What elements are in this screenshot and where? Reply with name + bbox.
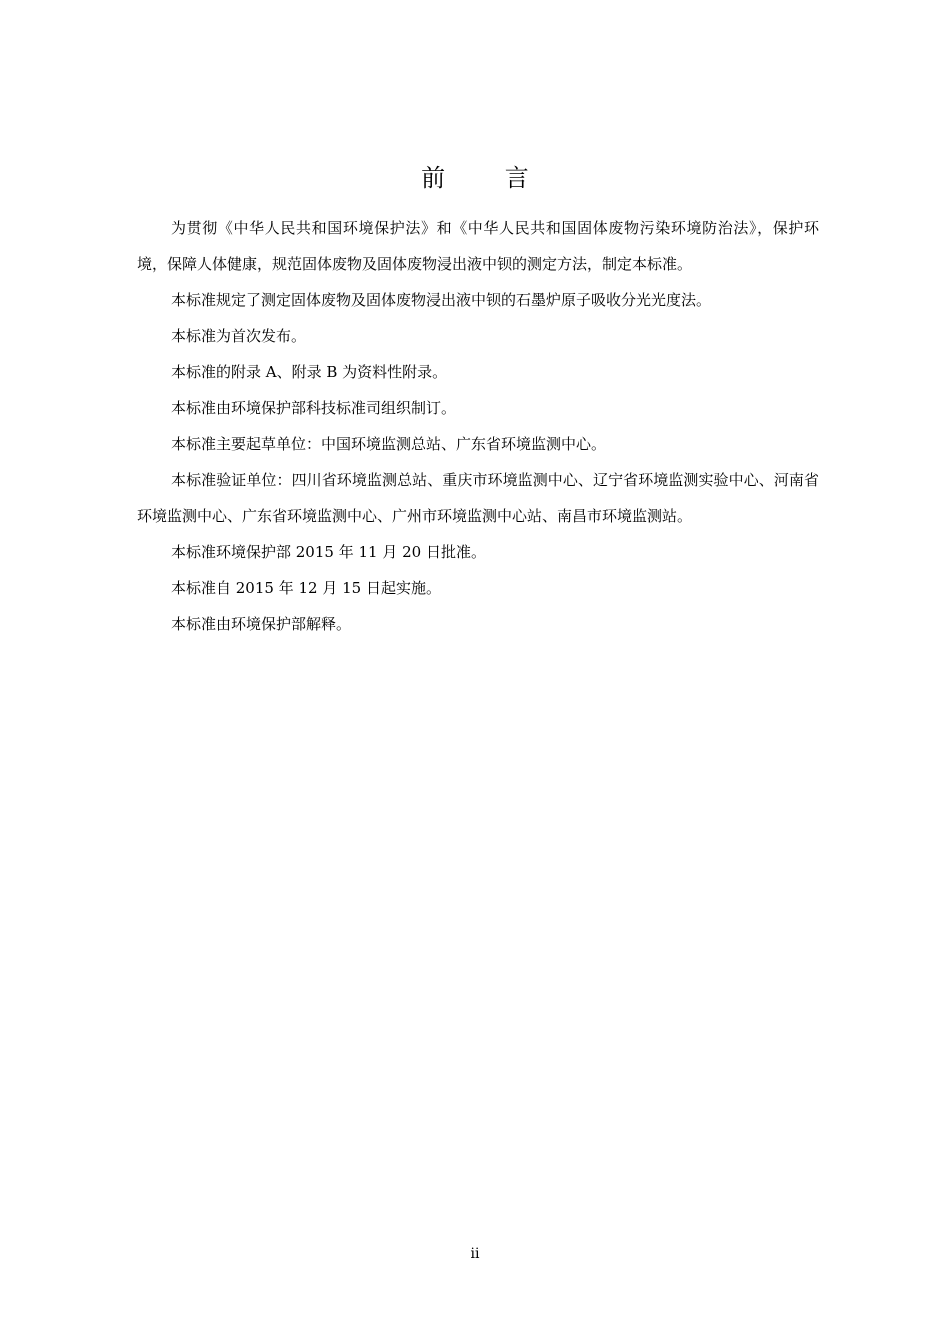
- preface-body: [137, 210, 819, 642]
- paragraph: 本标准规定了测定固体废物及固体废物浸出液中钡的石墨炉原子吸收分光光度法。: [171, 291, 712, 309]
- page-title: 前 言: [421, 164, 555, 192]
- paragraph: 本标准的附录 A、附录 B 为资料性附录。: [171, 363, 448, 381]
- paragraph: 本标准由环境保护部科技标准司组织制订。: [171, 399, 457, 417]
- paragraph: 本标准验证单位：四川省环境监测总站、重庆市环境监测中心、辽宁省环境监测实验中心、河南省环境监测中心、广东省环境监测中心、广州市环境监测中心站、南昌市环境监测站。: [137, 471, 819, 525]
- paragraph: 为贯彻《中华人民共和国环境保护法》和《中华人民共和国固体废物污染环境防治法》，保护环境，保障人体健康，规范固体废物及固体废物浸出液中钡的测定方法，制定本标准。: [137, 219, 819, 273]
- paragraph: 本标准环境保护部 2015 年 11 月 20 日批准。: [171, 543, 486, 561]
- paragraph: 本标准主要起草单位：中国环境监测总站、广东省环境监测中心。: [171, 435, 607, 453]
- paragraph: 本标准由环境保护部解释。: [171, 615, 352, 633]
- paragraph: 本标准自 2015 年 12 月 15 日起实施。: [171, 579, 441, 597]
- page-number: ii: [470, 1246, 480, 1262]
- paragraph: 本标准为首次发布。: [171, 327, 307, 345]
